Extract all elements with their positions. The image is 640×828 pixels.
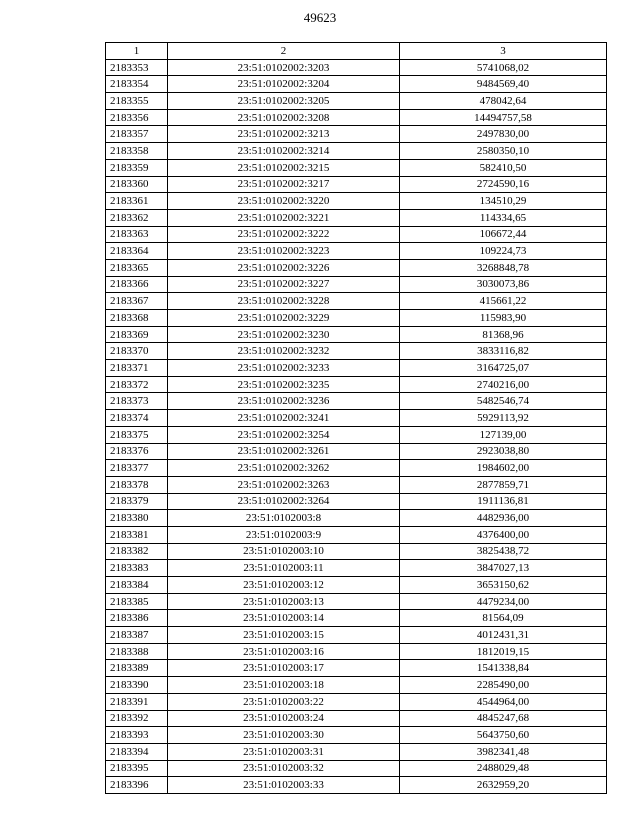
row-number-cell: 2183383 [106,560,168,577]
row-number-cell: 2183358 [106,143,168,160]
table-row [106,443,607,460]
value-cell: 115983,90 [400,310,607,327]
value-cell: 3164725,07 [400,360,607,377]
value-cell: 4482936,00 [400,510,607,527]
table-row [106,209,607,226]
value-cell: 2877859,71 [400,476,607,493]
table-row [106,760,607,777]
row-number-cell: 2183357 [106,126,168,143]
cadastral-number-cell: 23:51:0102002:3214 [168,143,400,160]
row-number-cell: 2183354 [106,76,168,93]
table-row [106,660,607,677]
value-cell: 2632959,20 [400,777,607,794]
row-number-cell: 2183392 [106,710,168,727]
table-row [106,543,607,560]
table-row [106,326,607,343]
table-row [106,610,607,627]
value-cell: 2923038,80 [400,443,607,460]
row-number-cell: 2183370 [106,343,168,360]
value-cell: 3653150,62 [400,577,607,594]
data-table [105,42,607,794]
table-row [106,460,607,477]
cadastral-number-cell: 23:51:0102002:3223 [168,243,400,260]
row-number-cell: 2183394 [106,743,168,760]
value-cell: 582410,50 [400,159,607,176]
cadastral-number-cell: 23:51:0102002:3205 [168,93,400,110]
row-number-cell: 2183373 [106,393,168,410]
cadastral-number-cell: 23:51:0102002:3220 [168,193,400,210]
cadastral-number-cell: 23:51:0102003:17 [168,660,400,677]
cadastral-number-cell: 23:51:0102003:8 [168,510,400,527]
table-row [106,526,607,543]
cadastral-number-cell: 23:51:0102002:3261 [168,443,400,460]
table-row [106,243,607,260]
cadastral-number-cell: 23:51:0102003:16 [168,643,400,660]
row-number-cell: 2183393 [106,727,168,744]
cadastral-number-cell: 23:51:0102003:13 [168,593,400,610]
value-cell: 2488029,48 [400,760,607,777]
value-cell: 478042,64 [400,93,607,110]
table-row [106,593,607,610]
value-cell: 3030073,86 [400,276,607,293]
table-row [106,143,607,160]
table-row [106,376,607,393]
value-cell: 14494757,58 [400,109,607,126]
value-cell: 2580350,10 [400,143,607,160]
row-number-cell: 2183385 [106,593,168,610]
row-number-cell: 2183391 [106,693,168,710]
value-cell: 9484569,40 [400,76,607,93]
row-number-cell: 2183372 [106,376,168,393]
row-number-cell: 2183388 [106,643,168,660]
table-row [106,577,607,594]
cadastral-number-cell: 23:51:0102002:3215 [168,159,400,176]
row-number-cell: 2183379 [106,493,168,510]
cadastral-number-cell: 23:51:0102002:3230 [168,326,400,343]
value-cell: 415661,22 [400,293,607,310]
cadastral-number-cell: 23:51:0102003:24 [168,710,400,727]
table-header [106,43,607,60]
table-row [106,727,607,744]
value-cell: 4012431,31 [400,627,607,644]
row-number-cell: 2183374 [106,410,168,427]
cadastral-number-cell: 23:51:0102002:3204 [168,76,400,93]
row-number-cell: 2183364 [106,243,168,260]
cadastral-number-cell: 23:51:0102002:3217 [168,176,400,193]
cadastral-number-cell: 23:51:0102002:3254 [168,426,400,443]
value-cell: 4845247,68 [400,710,607,727]
row-number-cell: 2183360 [106,176,168,193]
cadastral-number-cell: 23:51:0102002:3227 [168,276,400,293]
table-row [106,76,607,93]
value-cell: 5643750,60 [400,727,607,744]
table-row [106,310,607,327]
row-number-cell: 2183371 [106,360,168,377]
value-cell: 81368,96 [400,326,607,343]
cadastral-number-cell: 23:51:0102002:3241 [168,410,400,427]
row-number-cell: 2183390 [106,677,168,694]
row-number-cell: 2183368 [106,310,168,327]
cadastral-number-cell: 23:51:0102003:22 [168,693,400,710]
table-row [106,677,607,694]
value-cell: 2724590,16 [400,176,607,193]
row-number-cell: 2183363 [106,226,168,243]
table-row [106,176,607,193]
row-number-cell: 2183356 [106,109,168,126]
value-cell: 5929113,92 [400,410,607,427]
row-number-cell: 2183375 [106,426,168,443]
row-number-cell: 2183365 [106,259,168,276]
table-row [106,777,607,794]
row-number-cell: 2183384 [106,577,168,594]
table-row [106,476,607,493]
value-cell: 134510,29 [400,193,607,210]
column-header-3: 3 [400,43,607,60]
row-number-cell: 2183389 [106,660,168,677]
cadastral-number-cell: 23:51:0102002:3228 [168,293,400,310]
value-cell: 1541338,84 [400,660,607,677]
table-row [106,276,607,293]
cadastral-number-cell: 23:51:0102003:10 [168,543,400,560]
cadastral-number-cell: 23:51:0102002:3235 [168,376,400,393]
value-cell: 3833116,82 [400,343,607,360]
row-number-cell: 2183381 [106,526,168,543]
table-row [106,710,607,727]
row-number-cell: 2183380 [106,510,168,527]
cadastral-number-cell: 23:51:0102002:3264 [168,493,400,510]
row-number-cell: 2183366 [106,276,168,293]
table-row [106,493,607,510]
row-number-cell: 2183362 [106,209,168,226]
cadastral-number-cell: 23:51:0102003:32 [168,760,400,777]
page-number: 49623 [303,10,337,25]
table-row [106,59,607,76]
cadastral-number-cell: 23:51:0102003:33 [168,777,400,794]
row-number-cell: 2183359 [106,159,168,176]
table-row [106,343,607,360]
value-cell: 1812019,15 [400,643,607,660]
value-cell: 3982341,48 [400,743,607,760]
table-row [106,510,607,527]
table-row [106,627,607,644]
value-cell: 5741068,02 [400,59,607,76]
table-row [106,360,607,377]
table-row [106,693,607,710]
value-cell: 3825438,72 [400,543,607,560]
cadastral-number-cell: 23:51:0102002:3232 [168,343,400,360]
value-cell: 3847027,13 [400,560,607,577]
row-number-cell: 2183369 [106,326,168,343]
row-number-cell: 2183367 [106,293,168,310]
cadastral-number-cell: 23:51:0102003:15 [168,627,400,644]
row-number-cell: 2183355 [106,93,168,110]
cadastral-number-cell: 23:51:0102002:3262 [168,460,400,477]
row-number-cell: 2183386 [106,610,168,627]
table-row [106,109,607,126]
value-cell: 2497830,00 [400,126,607,143]
row-number-cell: 2183376 [106,443,168,460]
cadastral-number-cell: 23:51:0102002:3236 [168,393,400,410]
value-cell: 4479234,00 [400,593,607,610]
table-row [106,93,607,110]
row-number-cell: 2183387 [106,627,168,644]
row-number-cell: 2183382 [106,543,168,560]
table-row [106,293,607,310]
cadastral-number-cell: 23:51:0102003:18 [168,677,400,694]
cadastral-number-cell: 23:51:0102002:3208 [168,109,400,126]
table-row [106,410,607,427]
value-cell: 127139,00 [400,426,607,443]
value-cell: 5482546,74 [400,393,607,410]
cadastral-number-cell: 23:51:0102002:3263 [168,476,400,493]
column-header-2: 2 [168,43,400,60]
table-row [106,560,607,577]
cadastral-number-cell: 23:51:0102002:3213 [168,126,400,143]
value-cell: 4544964,00 [400,693,607,710]
value-cell: 81564,09 [400,610,607,627]
table-row [106,226,607,243]
cadastral-number-cell: 23:51:0102002:3229 [168,310,400,327]
value-cell: 2740216,00 [400,376,607,393]
row-number-cell: 2183353 [106,59,168,76]
value-cell: 1911136,81 [400,493,607,510]
table-row [106,393,607,410]
table-row [106,259,607,276]
cadastral-number-cell: 23:51:0102003:9 [168,526,400,543]
header-row [106,43,607,60]
table-row [106,643,607,660]
table-row [106,743,607,760]
table-row [106,193,607,210]
value-cell: 114334,65 [400,209,607,226]
row-number-cell: 2183378 [106,476,168,493]
cadastral-number-cell: 23:51:0102003:31 [168,743,400,760]
row-number-cell: 2183361 [106,193,168,210]
row-number-cell: 2183395 [106,760,168,777]
column-header-1: 1 [106,43,168,60]
table-row [106,426,607,443]
row-number-cell: 2183396 [106,777,168,794]
cadastral-number-cell: 23:51:0102003:11 [168,560,400,577]
cadastral-number-cell: 23:51:0102002:3203 [168,59,400,76]
cadastral-number-cell: 23:51:0102003:14 [168,610,400,627]
row-number-cell: 2183377 [106,460,168,477]
value-cell: 2285490,00 [400,677,607,694]
cadastral-number-cell: 23:51:0102002:3221 [168,209,400,226]
value-cell: 1984602,00 [400,460,607,477]
value-cell: 3268848,78 [400,259,607,276]
value-cell: 106672,44 [400,226,607,243]
value-cell: 109224,73 [400,243,607,260]
table-row [106,159,607,176]
cadastral-number-cell: 23:51:0102002:3233 [168,360,400,377]
value-cell: 4376400,00 [400,526,607,543]
cadastral-number-cell: 23:51:0102003:30 [168,727,400,744]
cadastral-number-cell: 23:51:0102003:12 [168,577,400,594]
table-row [106,126,607,143]
table-body [106,59,607,793]
cadastral-number-cell: 23:51:0102002:3222 [168,226,400,243]
cadastral-number-cell: 23:51:0102002:3226 [168,259,400,276]
